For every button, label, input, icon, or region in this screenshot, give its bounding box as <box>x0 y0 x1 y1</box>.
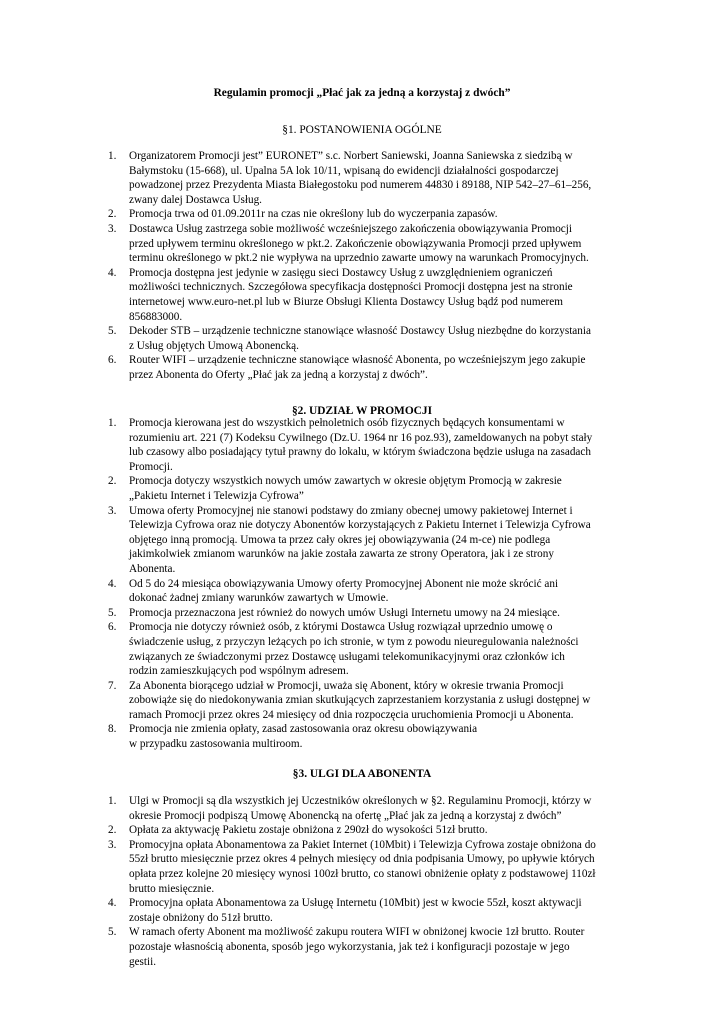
item-text: Promocja nie dotyczy również osób, z którymi Dostawca Usług rozwiązał uprzednio umowę o świadczenie usług, z przyczyn leżących po ich stronie, w tym z powodu nieuregulowania należności związanych ze świadczonymi przez Dostawcę usługami telekomunikacyjnymi oraz członków ich rodzin zamieszkujących pod wspólnym adresem. <box>129 621 579 678</box>
item-text: Dostawca Usług zastrzega sobie możliwość wcześniejszego zakończenia obowiązywania Promocji przed upływem terminu określonego w pkt.2. Zakończenie obowiązywania Promocji przed upływem terminu określonego w pkt.2 nie wypływa na uprzednio zawarte umowy na warunkach Promocyjnych. <box>129 222 589 265</box>
item-text: Organizatorem Promocji jest” EURONET” s.c. Norbert Saniewski, Joanna Saniewska z siedzibą w Bałymstoku (15-668), ul. Upalna 5A lok 10/11, wpisaną do ewidencji działalności gospodarczej powadzonej przez Prezydenta Miasta Białegostoku pod numerem 44830 i 89188, NIP 542–27–61–256, zwany dalej Dostawca Usług. <box>129 150 592 206</box>
list-item <box>90 679 640 723</box>
list-item <box>90 722 640 751</box>
item-text: Dekoder STB – urządzenie techniczne stanowiące własność Dostawcy Usług niezbędne do korzystania z Usług objętych Umową Abonencką. <box>129 325 591 352</box>
list-item <box>90 925 640 969</box>
list-item <box>90 416 640 474</box>
list-item <box>90 838 640 896</box>
list-item <box>90 577 640 606</box>
list-item <box>90 896 640 925</box>
item-number: 6. <box>108 354 117 367</box>
list-item <box>90 353 640 382</box>
list-item <box>90 207 640 222</box>
item-number: 2. <box>108 475 117 488</box>
section-2-heading: §2. UDZIAŁ W PROMOCJI <box>291 405 433 417</box>
item-number: 8. <box>108 723 117 736</box>
item-text: Promocja dostępna jest jedynie w zasięgu sieci Dostawcy Usług z uwzględnieniem ograniczeń możliwości technicznych. Szczegółowa specyfikacja dostępności Promocji dostępna jest na stronie internetowej www.euro-net.pl lub w Biurze Obsługi Klienta Dostawcy Usług bądź pod numerem 856883000. <box>129 266 573 323</box>
item-text: Promocja kierowana jest do wszystkich pełnoletnich osób fizycznych będących konsumentami w rozumieniu art. 221 (7) Kodeksu Cywilnego (Dz.U. 1964 nr 16 poz.93), zameldowanych na pobyt stały lub czasowy albo posiadający tytuł prawny do lokalu, w którym świadczona będzie usługa na zasadach Promocji. <box>129 417 593 473</box>
item-text: Ulgi w Promocji są dla wszystkich jej Uczestników określonych w §2. Regulaminu Promocji, którzy w okresie Promocji podpiszą Umowę Abonencką na ofertę „Płać jak za jedną a korzystaj z dwóch” <box>129 795 592 822</box>
item-text: W ramach oferty Abonent ma możliwość zakupu routera WIFI w obniżonej kwocie 1zł brutto. Router pozostaje własnością abonenta, sposób jego wykorzystania, jak też i konfiguracji pozostaje w jego gestii. <box>129 926 585 968</box>
item-text: Za Abonenta biorącego udział w Promocji, uważa się Abonent, który w okresie trwania Promocji zobowiąże się do niedokonywania zmian skutkujących zaprzestaniem korzystania z usługi dostępnej w ramach Promocji przez okres 24 miesięcy od dnia rozpoczęcia uruchomienia Promocji u Abonenta. <box>129 679 591 721</box>
list-item <box>90 222 640 266</box>
item-number: 3. <box>108 222 117 235</box>
item-text: Promocyjna opłata Abonamentowa za Pakiet Internet (10Mbit) i Telewizja Cyfrowa zostaje obniżona do 55zł brutto miesięcznie przez okres 4 pełnych miesięcy od dnia podpisania Umowy, po upływie których opłata przez kolejne 20 miesięcy wynosi 100zł brutto, co stanowi obniżenie opłaty z podstawowej 110zł brutto miesięcznie. <box>129 838 596 895</box>
item-number: 5. <box>108 606 117 619</box>
list-item <box>90 149 640 207</box>
section-2-list <box>90 416 640 752</box>
item-text: Promocja trwa od 01.09.2011r na czas nie określony lub do wyczerpania zapasów. <box>129 208 498 221</box>
item-number: 1. <box>108 795 117 807</box>
item-number: 4. <box>108 897 117 910</box>
item-number: 2. <box>108 208 117 221</box>
item-number: 5. <box>108 325 117 338</box>
item-number: 5. <box>108 926 117 939</box>
item-text: Promocja przeznaczona jest również do nowych umów Usługi Internetu umowy na 24 miesiące. <box>129 606 560 619</box>
item-text: Promocyjna opłata Abonamentowa za Usługę Internetu (10Mbit) jest w kwocie 55zł, koszt aktywacji zostaje obniżony do 51zł brutto. <box>129 897 582 924</box>
item-text: Umowa oferty Promocyjnej nie stanowi podstawy do zmiany obecnej umowy pakietowej Internet i Telewizja Cyfrowa oraz nie dotyczy Abonentów korzystających z Pakietu Internet i Telewizja Cyfrowa objętego inną promocją. Umowa ta przez cały okres jej obowiązywania (24 m-ce) nie podlega jakimkolwiek zmianom warunków na jakie została zawarta ze strony Operatora, jak i ze strony Abonenta. <box>129 504 591 575</box>
list-item <box>90 474 640 503</box>
item-number: 1. <box>108 150 117 162</box>
list-item <box>90 504 640 577</box>
section-3-heading: §3. ULGI DLA ABONENTA <box>292 768 432 780</box>
list-item <box>90 823 640 838</box>
item-number: 3. <box>108 504 117 517</box>
list-item <box>90 324 640 353</box>
list-item <box>90 794 640 823</box>
section-3-list <box>90 794 640 969</box>
document-title: Regulamin promocji „Płać jak za jedną a korzystaj z dwóch” <box>213 87 511 99</box>
item-text: Opłata za aktywację Pakietu zostaje obniżona z 290zł do wysokości 51zł brutto. <box>129 824 488 837</box>
section-1-list <box>90 149 640 383</box>
item-number: 2. <box>108 824 117 837</box>
item-number: 6. <box>108 621 117 634</box>
item-text: Promocja nie zmienia opłaty, zasad zastosowania oraz okresu obowiązywania w przypadku zastosowania multiroom. <box>129 723 478 751</box>
item-number: 7. <box>108 679 117 692</box>
list-item <box>90 266 640 324</box>
item-number: 4. <box>108 266 117 279</box>
item-number: 4. <box>108 577 117 590</box>
list-item <box>90 620 640 678</box>
item-number: 3. <box>108 838 117 851</box>
item-text: Router WIFI – urządzenie techniczne stanowiące własność Abonenta, po wcześniejszym jego zakupie przez Abonenta do Oferty „Płać jak za jedną a korzystaj z dwóch”. <box>129 354 586 381</box>
item-text: Promocja dotyczy wszystkich nowych umów zawartych w okresie objętym Promocją w zakresie „Pakietu Internet i Telewizja Cyfrowa” <box>129 475 562 502</box>
item-text: Od 5 do 24 miesiąca obowiązywania Umowy oferty Promocyjnej Abonent nie może skrócić ani dokonać żadnej zmiany warunków zawartych w Umowie. <box>129 577 559 605</box>
item-number: 1. <box>108 417 117 429</box>
list-item <box>90 606 640 621</box>
section-1-heading: §1. POSTANOWIENIA OGÓLNE <box>282 124 442 136</box>
